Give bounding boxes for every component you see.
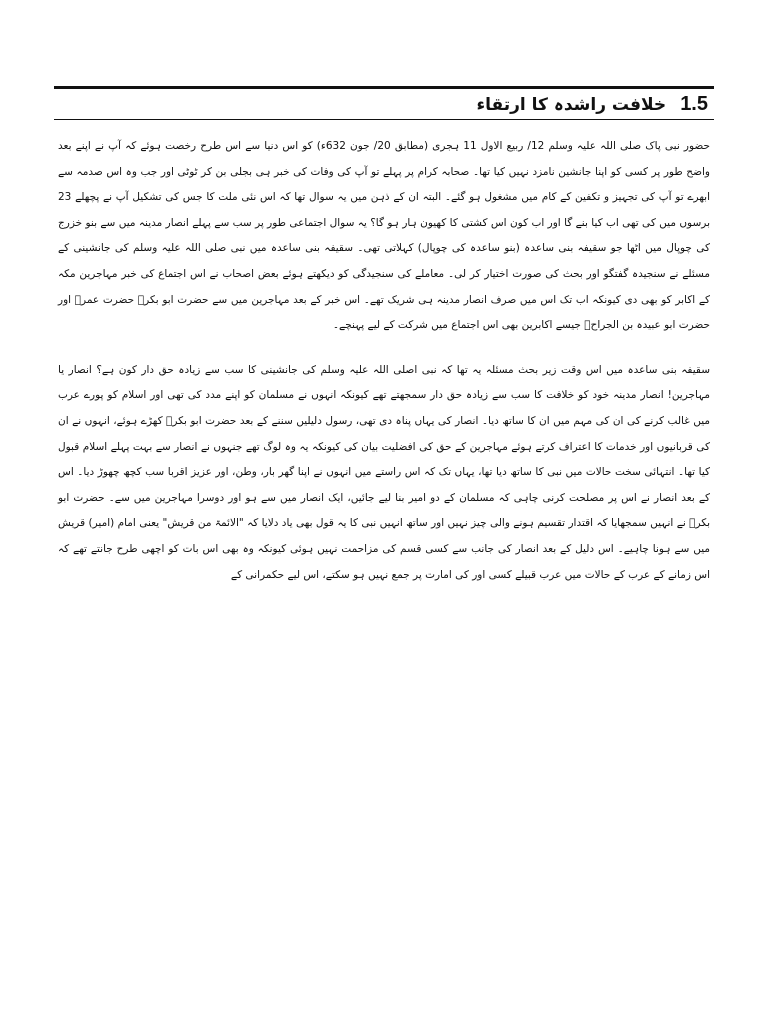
paragraph-1: حضور نبی پاک صلی اللہ علیہ وسلم 12/ ربیع الاول 11 ہجری (مطابق 20/ جون 632ء) کو اس دنیا سے اس طرح رخصت ہوئے کہ آپ نے اپنے بعد واضح طور پر کسی کو اپنا جانشین نامزد نہیں کیا تھا۔ صحابہ کرام پر پہلے تو آپ کی وفات کی خبر ہی بجلی بن کر ٹوٹی اور جب وہ اس صدمہ سے ابھرے تو آپ کی تجہیز و تکفین کے کام میں مشغول ہو گئے۔ البتہ ان کے ذہن میں یہ سوال تھا کہ اس نئی ملت کا جس کی تشکیل آپ نے پچھلے 23 برسوں میں کی تھی اب کیا بنے گا اور اب کون اس کشتی کا کھیون ہار ہو گا؟ یہ سوال اجتماعی طور پر سب سے پہلے انصار مدینہ میں سے بنو خزرج کی چوپال میں اٹھا جو سقیفہ بنی ساعدہ (بنو ساعدہ کی چوپال) کہلاتی تھی۔ سقیفہ بنی ساعدہ میں نبی صلی اللہ علیہ وسلم کی جانشینی کے مسئلے نے سنجیدہ گفتگو اور بحث کی صورت اختیار کر لی۔ معاملے کی سنجیدگی کو دیکھتے ہوئے بعض اصحاب نے اس اجتماع کی خبر مہاجرین مکہ کے اکابر کو بھی دی کیونکہ اب تک اس میں صرف انصار مدینہ ہی شریک تھے۔ اس خبر کے بعد مہاجرین میں سے حضرت ابو بکرؓ حضرت عمرؓ اور حضرت ابو عبیدہ بن الجراحؓ جیسے اکابرین بھی اس اجتماع میں شرکت کے لیے پہنچے۔ <box>58 140 710 332</box>
document-page <box>54 86 714 1006</box>
paragraph-2: سقیفہ بنی ساعدہ میں اس وقت زیر بحث مسئلہ یہ تھا کہ نبی اصلی اللہ علیہ وسلم کی جانشینی کا سب سے زیادہ حق دار کون ہے؟ انصار یا مہاجرین! انصار مدینہ خود کو خلافت کا سب سے زیادہ حق دار سمجھتے تھے کیونکہ انہوں نے مسلمان کو اپنے مدد کی تھی اور اسلام کو پورے عرب میں غالب کرنے کی ان کی مہم میں ان کا ساتھ دیا۔ انصار کی یہاں پناہ دی تھی، رسول دلیلیں سننے کے بعد حضرت ابو بکرؓ کھڑے ہوئے، انہوں نے ان کی قربانیوں اور خدمات کا اعتراف کرتے ہوئے مہاجرین کے حق کی افضلیت بیان کی کیونکہ یہ وہ لوگ تھے جنہوں نے انصار سے بہت پہلے اسلام قبول کیا تھا۔ انتہائی سخت حالات میں نبی کا ساتھ دیا تھا، یہاں تک کہ اس راستے میں انہوں نے اپنا گھر بار، وطن، اور عزیز اقربا سب کچھ چھوڑ دیا۔ اس کے بعد انصار نے اس پر مصلحت کرنی چاہی کہ مسلمان کے دو امیر بنا لیے جائیں، ایک انصار میں سے ہو اور دوسرا مہاجرین میں سے۔ حضرت ابو بکرؓ نے انہیں سمجھایا کہ اقتدار تقسیم ہونے والی چیز نہیں اور ساتھ انہیں نبی کا یہ قول بھی یاد دلایا کہ "الائمۃ من قریش" یعنی امام (امیر) قریش میں سے ہونا چاہیے۔ اس دلیل کے بعد انصار کی جانب سے کسی قسم کی مزاحمت نہیں ہوئی کیونکہ وہ بھی اس بات کو اچھی طرح جانتے تھے کہ اس زمانے کے عرب کے حالات میں عرب قبیلے کسی اور کی امارت پر جمع نہیں ہو سکتے، اس لیے حکمرانی کے <box>58 363 710 581</box>
section-title: خلافت راشدہ کا ارتقاء <box>476 94 667 115</box>
section-number: 1.5 <box>680 92 708 115</box>
section-heading <box>54 89 714 119</box>
section-bottom-rule <box>54 119 714 120</box>
